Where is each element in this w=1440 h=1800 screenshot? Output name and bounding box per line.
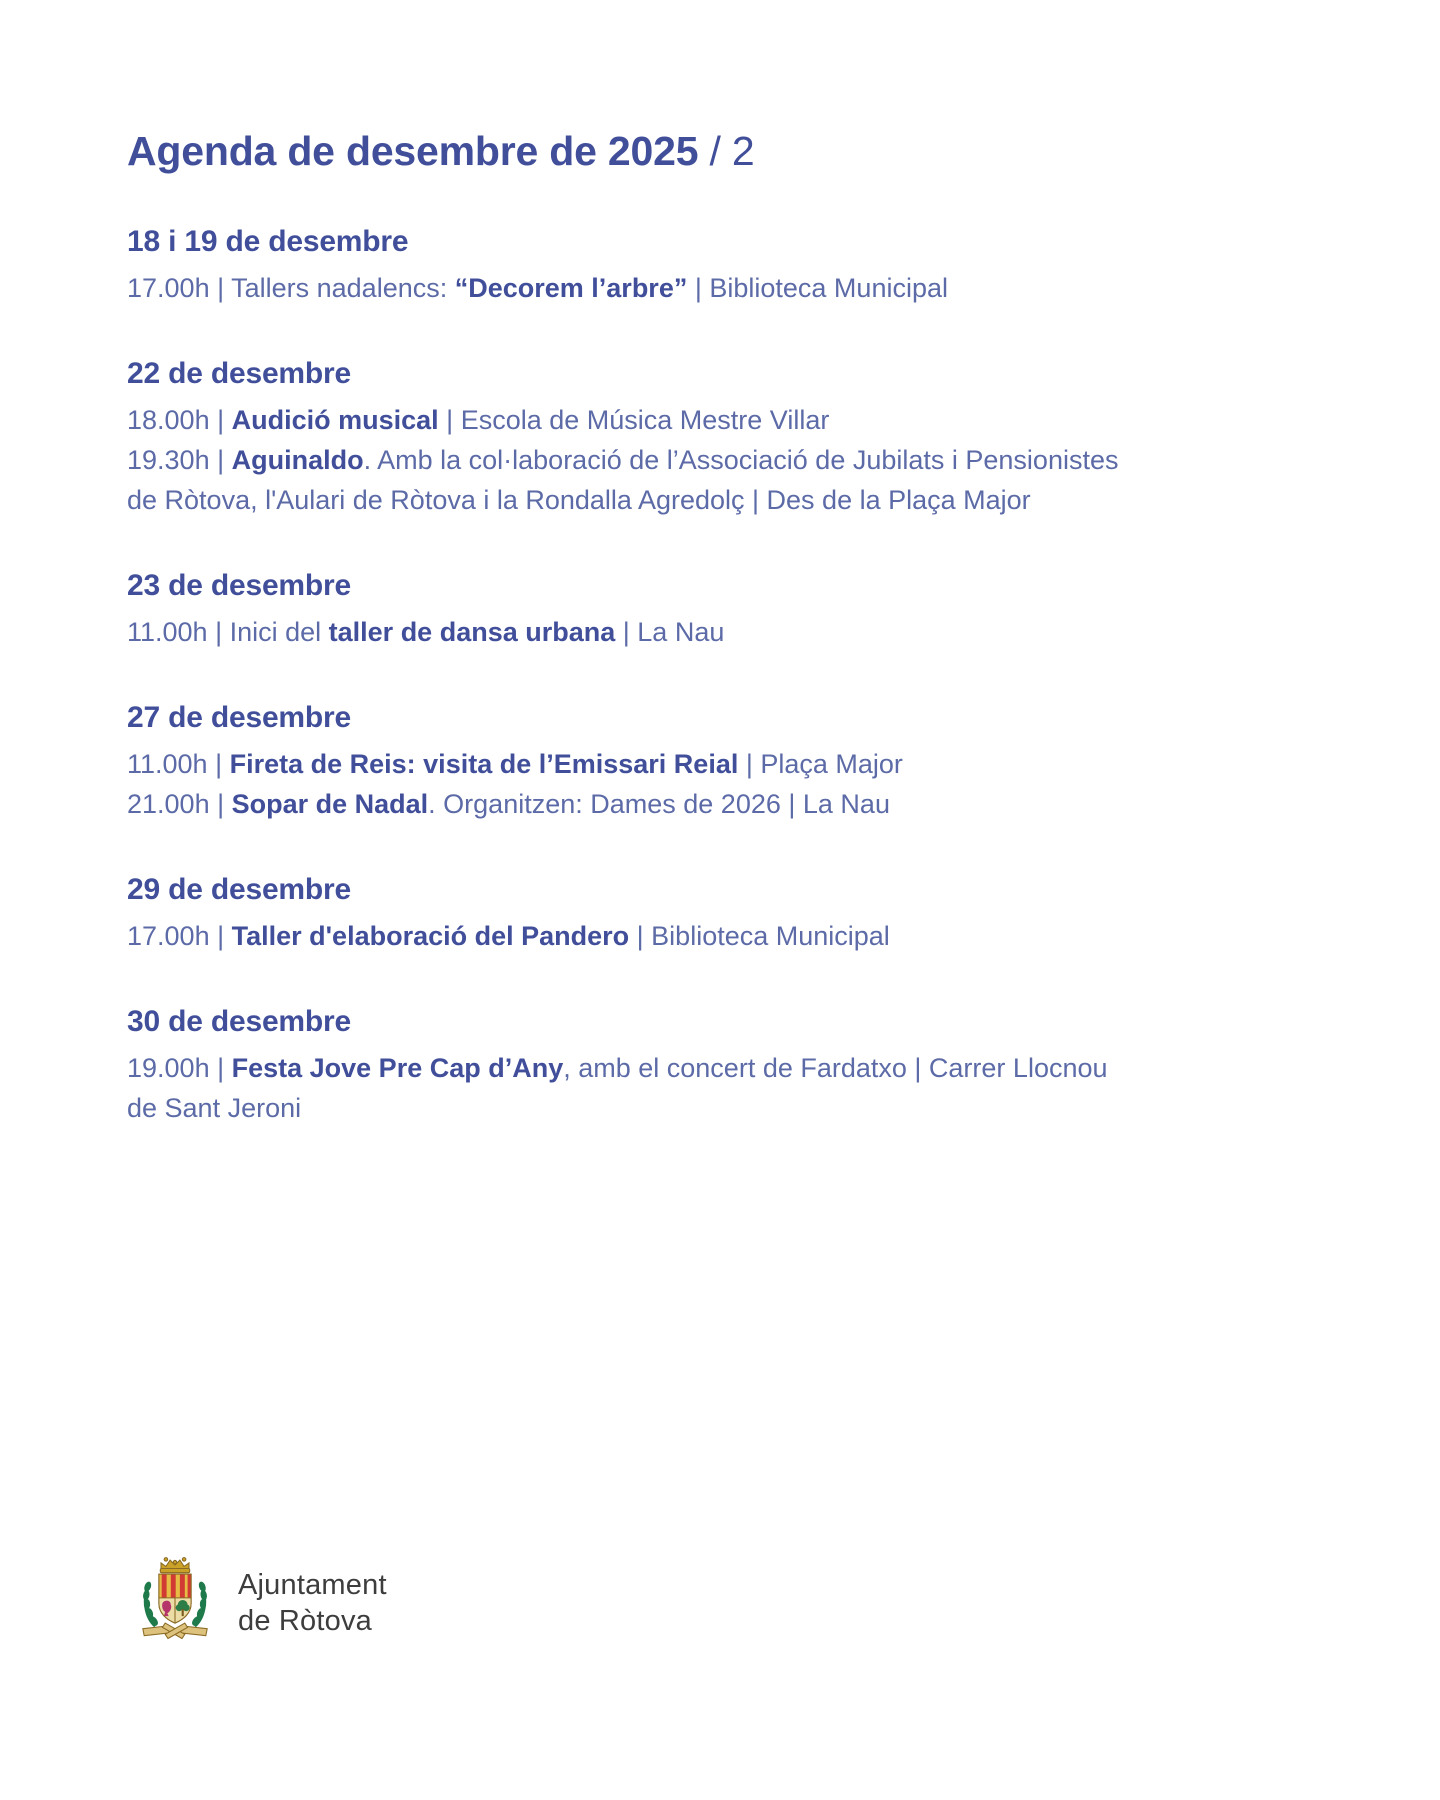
event-highlight: Festa Jove Pre Cap d’Any [231, 1053, 564, 1083]
event-text: 17.00h | Tallers nadalencs: [127, 273, 455, 303]
sections [127, 223, 1267, 1128]
event-line [127, 440, 1267, 480]
section-date: 23 de desembre [127, 569, 351, 602]
event-line [127, 1048, 1267, 1088]
event-line [127, 612, 1267, 652]
event-line [127, 916, 1267, 956]
event-text: . Organitzen: Dames de 2026 | La Nau [428, 789, 890, 819]
event-highlight: Audició musical [231, 405, 439, 435]
event-text: | Plaça Major [738, 749, 903, 779]
page-title [127, 126, 1267, 176]
event-line [127, 1088, 1267, 1128]
agenda-section [127, 355, 1267, 520]
event-highlight: taller de dansa urbana [328, 617, 616, 647]
org-name [238, 1567, 387, 1639]
event-line [127, 784, 1267, 824]
event-text: 17.00h | [127, 921, 232, 951]
section-date: 27 de desembre [127, 701, 351, 734]
event-text: | La Nau [615, 617, 725, 647]
event-text: 19.00h | [127, 1053, 232, 1083]
event-line [127, 744, 1267, 784]
section-date: 30 de desembre [127, 1005, 351, 1038]
page-title-main: Agenda de desembre de 2025 [127, 128, 699, 174]
event-text: 21.00h | [127, 789, 232, 819]
event-text: 19.30h | [127, 445, 232, 475]
event-text: | Escola de Música Mestre Villar [438, 405, 830, 435]
section-date: 18 i 19 de desembre [127, 225, 409, 258]
event-line [127, 400, 1267, 440]
event-highlight: “Decorem l’arbre” [454, 273, 688, 303]
event-highlight: Taller d'elaboració del Pandero [231, 921, 630, 951]
event-text: de Ròtova, l'Aulari de Ròtova i la Rondalla Agredolç | Des de la Plaça Major [127, 485, 1031, 515]
event-highlight: Sopar de Nadal [231, 789, 429, 819]
event-text: | Biblioteca Municipal [629, 921, 890, 951]
section-date: 22 de desembre [127, 357, 351, 390]
event-text: 11.00h | [127, 749, 230, 779]
rotova-coat-of-arms-icon [140, 1552, 210, 1648]
agenda-section [127, 871, 1267, 956]
org-name-line1: Ajuntament [238, 1569, 387, 1601]
event-text: , amb el concert de Fardatxo | Carrer Llocnou [563, 1053, 1108, 1083]
event-text: de Sant Jeroni [127, 1093, 302, 1123]
agenda-section [127, 1003, 1267, 1128]
page-title-suffix: / 2 [698, 128, 755, 174]
footer [140, 1552, 387, 1648]
agenda-section [127, 567, 1267, 652]
agenda-section [127, 223, 1267, 308]
event-line [127, 268, 1267, 308]
event-highlight: Fireta de Reis: visita de l’Emissari Reial [229, 749, 739, 779]
event-text: . Amb la col·laboració de l’Associació de Jubilats i Pensionistes [363, 445, 1119, 475]
event-line [127, 480, 1267, 520]
event-text: 11.00h | Inici del [127, 617, 329, 647]
event-text: | Biblioteca Municipal [687, 273, 948, 303]
event-highlight: Aguinaldo [231, 445, 364, 475]
agenda-section [127, 699, 1267, 824]
org-name-line2: de Ròtova [238, 1605, 372, 1637]
agenda-content [127, 126, 1267, 1128]
event-text: 18.00h | [127, 405, 232, 435]
section-date: 29 de desembre [127, 873, 351, 906]
